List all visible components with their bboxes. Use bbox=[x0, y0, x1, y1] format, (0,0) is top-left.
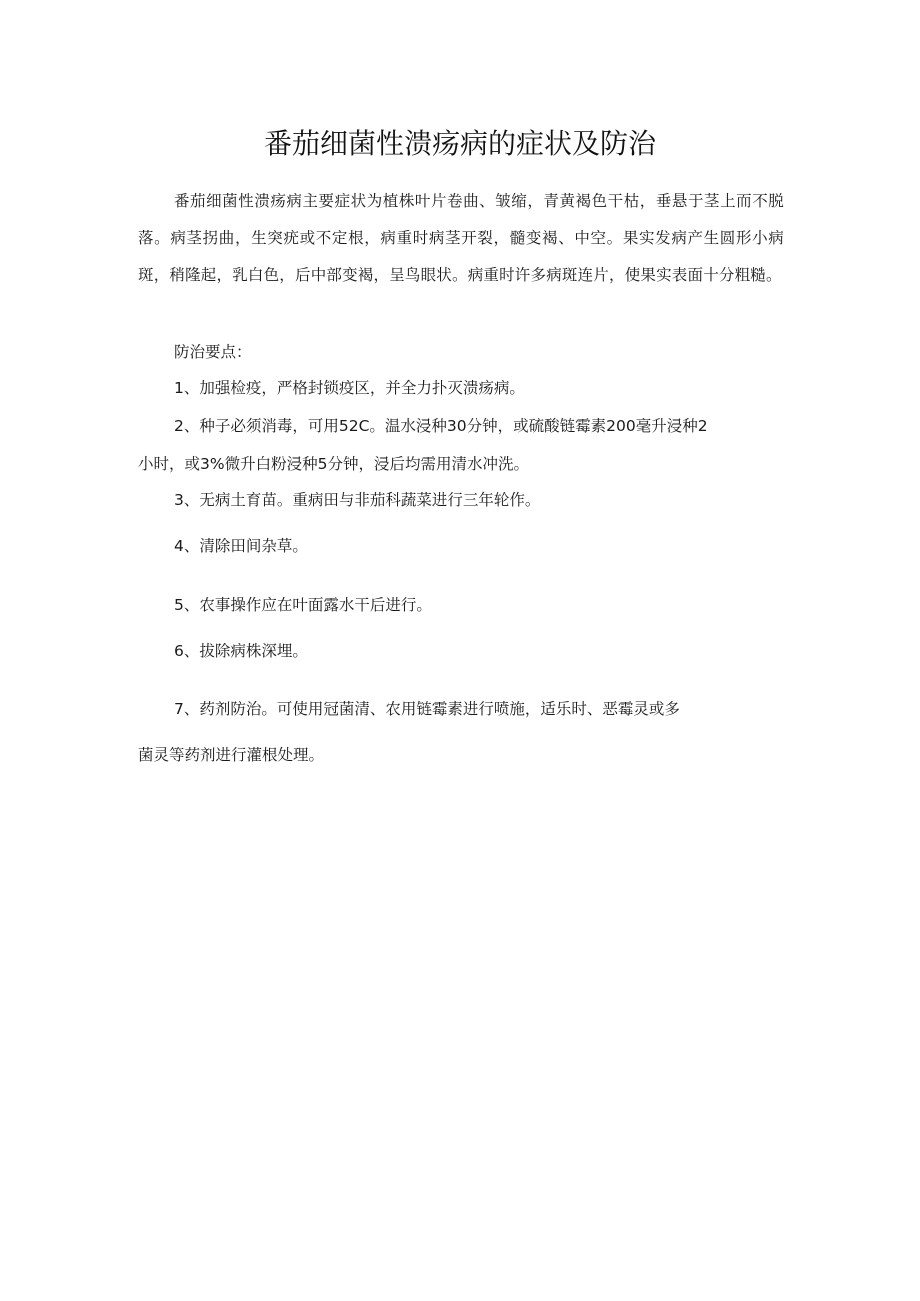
point-7-line-2: 菌灵等药剂进行灌根处理。 bbox=[138, 746, 325, 764]
point-2-line-2: 小时，或3%微升白粉浸种5分钟，浸后均需用清水冲洗。 bbox=[138, 455, 529, 473]
intro-paragraph: 番茄细菌性溃疡病主要症状为植株叶片卷曲、皱缩，青黄褐色干枯，垂悬于茎上而不脱落。病茎拐曲，生突疣或不定根，病重时病茎开裂，髓变褐、中空。果实发病产生圆形小病斑，稍隆起，乳白色，后中部变褐，呈鸟眼状。病重时许多病斑连片，使果实表面十分粗糙。 bbox=[138, 192, 784, 284]
point-7-line-1: 7、药剂防治。可使用冠菌清、农用链霉素进行喷施，适乐时、恶霉灵或多 bbox=[174, 700, 680, 718]
point-1: 1、加强检疫，严格封锁疫区，并全力扑灭溃疡病。 bbox=[174, 379, 525, 397]
point-5: 5、农事操作应在叶面露水干后进行。 bbox=[174, 596, 432, 614]
point-6: 6、拔除病株深埋。 bbox=[174, 642, 308, 660]
key-points-heading: 防治要点： bbox=[174, 343, 252, 361]
point-3: 3、无病土育苗。重病田与非茄科蔬菜进行三年轮作。 bbox=[174, 491, 541, 509]
document-title: 番茄细菌性溃疡病的症状及防治 bbox=[263, 127, 656, 160]
intro-paragraph-block bbox=[138, 183, 784, 294]
point-4: 4、清除田间杂草。 bbox=[174, 537, 308, 555]
point-2-line-1: 2、种子必须消毒，可用52C。温水浸种30分钟，或硫酸链霉素200毫升浸种2 bbox=[174, 417, 708, 435]
